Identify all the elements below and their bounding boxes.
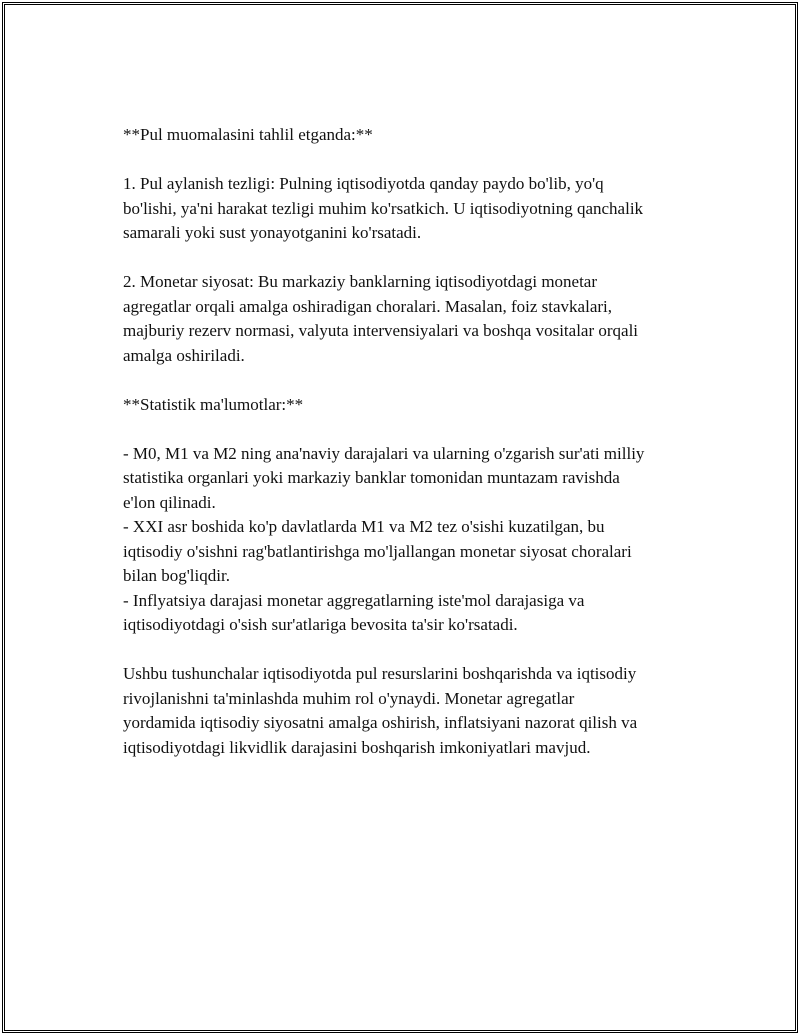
paragraph-monetary-policy — [123, 270, 698, 368]
text-line: amalga oshiriladi. — [123, 345, 245, 365]
paragraph-gap — [123, 368, 698, 393]
paragraph-conclusion — [123, 662, 698, 760]
list-item: - M0, M1 va M2 ning ana'naviy darajalari va ularning o'zgarish sur'ati milliy — [123, 443, 645, 463]
statistics-list — [123, 442, 698, 638]
document-body — [123, 123, 698, 760]
text-line: 1. Pul aylanish tezligi: Pulning iqtisodiyotda qanday paydo bo'lib, yo'q — [123, 174, 604, 193]
list-item: - XXI asr boshida ko'p davlatlarda M1 va M2 tez o'sishi kuzatilgan, bu — [123, 517, 605, 536]
text-line: yordamida iqtisodiy siyosatni amalga oshirish, inflatsiyani nazorat qilish va — [123, 713, 638, 732]
paragraph-velocity — [123, 172, 698, 246]
paragraph-gap — [123, 417, 698, 442]
list-item: - Inflyatsiya darajasi monetar aggregatlarning iste'mol darajasiga va — [123, 590, 585, 610]
list-item: statistika organlari yoki markaziy banklar tomonidan muntazam ravishda — [123, 468, 620, 487]
list-item: bilan bog'liqdir. — [123, 566, 230, 585]
page-frame — [2, 2, 798, 1033]
text-line: Ushbu tushunchalar iqtisodiyotda pul resurslarini boshqarishda va iqtisodiy — [123, 664, 637, 683]
text-line: agregatlar orqali amalga oshiradigan choralari. Masalan, foiz stavkalari, — [123, 296, 613, 316]
text-line: samarali yoki sust yonayotganini ko'rsatadi. — [123, 223, 422, 242]
paragraph-gap — [123, 148, 698, 173]
list-item: e'lon qilinadi. — [123, 492, 216, 512]
section-heading: **Pul muomalasini tahlil etganda:** — [123, 125, 373, 144]
paragraph-gap — [123, 246, 698, 271]
text-line: rivojlanishni ta'minlashda muhim rol o'ynaydi. Monetar agregatlar — [123, 688, 575, 708]
text-line: 2. Monetar siyosat: Bu markaziy banklarning iqtisodiyotdagi monetar — [123, 272, 598, 291]
paragraph-gap — [123, 638, 698, 663]
list-item: iqtisodiyotdagi o'sish sur'atlariga bevosita ta'sir ko'rsatadi. — [123, 615, 518, 634]
text-line: iqtisodiyotdagi likvidlik darajasini boshqarish imkoniyatlari mavjud. — [123, 737, 591, 757]
text-line: majburiy rezerv normasi, valyuta intervensiyalari va boshqa vositalar orqali — [123, 321, 639, 340]
list-item: iqtisodiy o'sishni rag'batlantirishga mo'ljallangan monetar siyosat choralari — [123, 541, 632, 561]
section-heading: **Statistik ma'lumotlar:** — [123, 394, 304, 414]
text-line: bo'lishi, ya'ni harakat tezligi muhim ko'rsatkich. U iqtisodiyotning qanchalik — [123, 198, 644, 218]
